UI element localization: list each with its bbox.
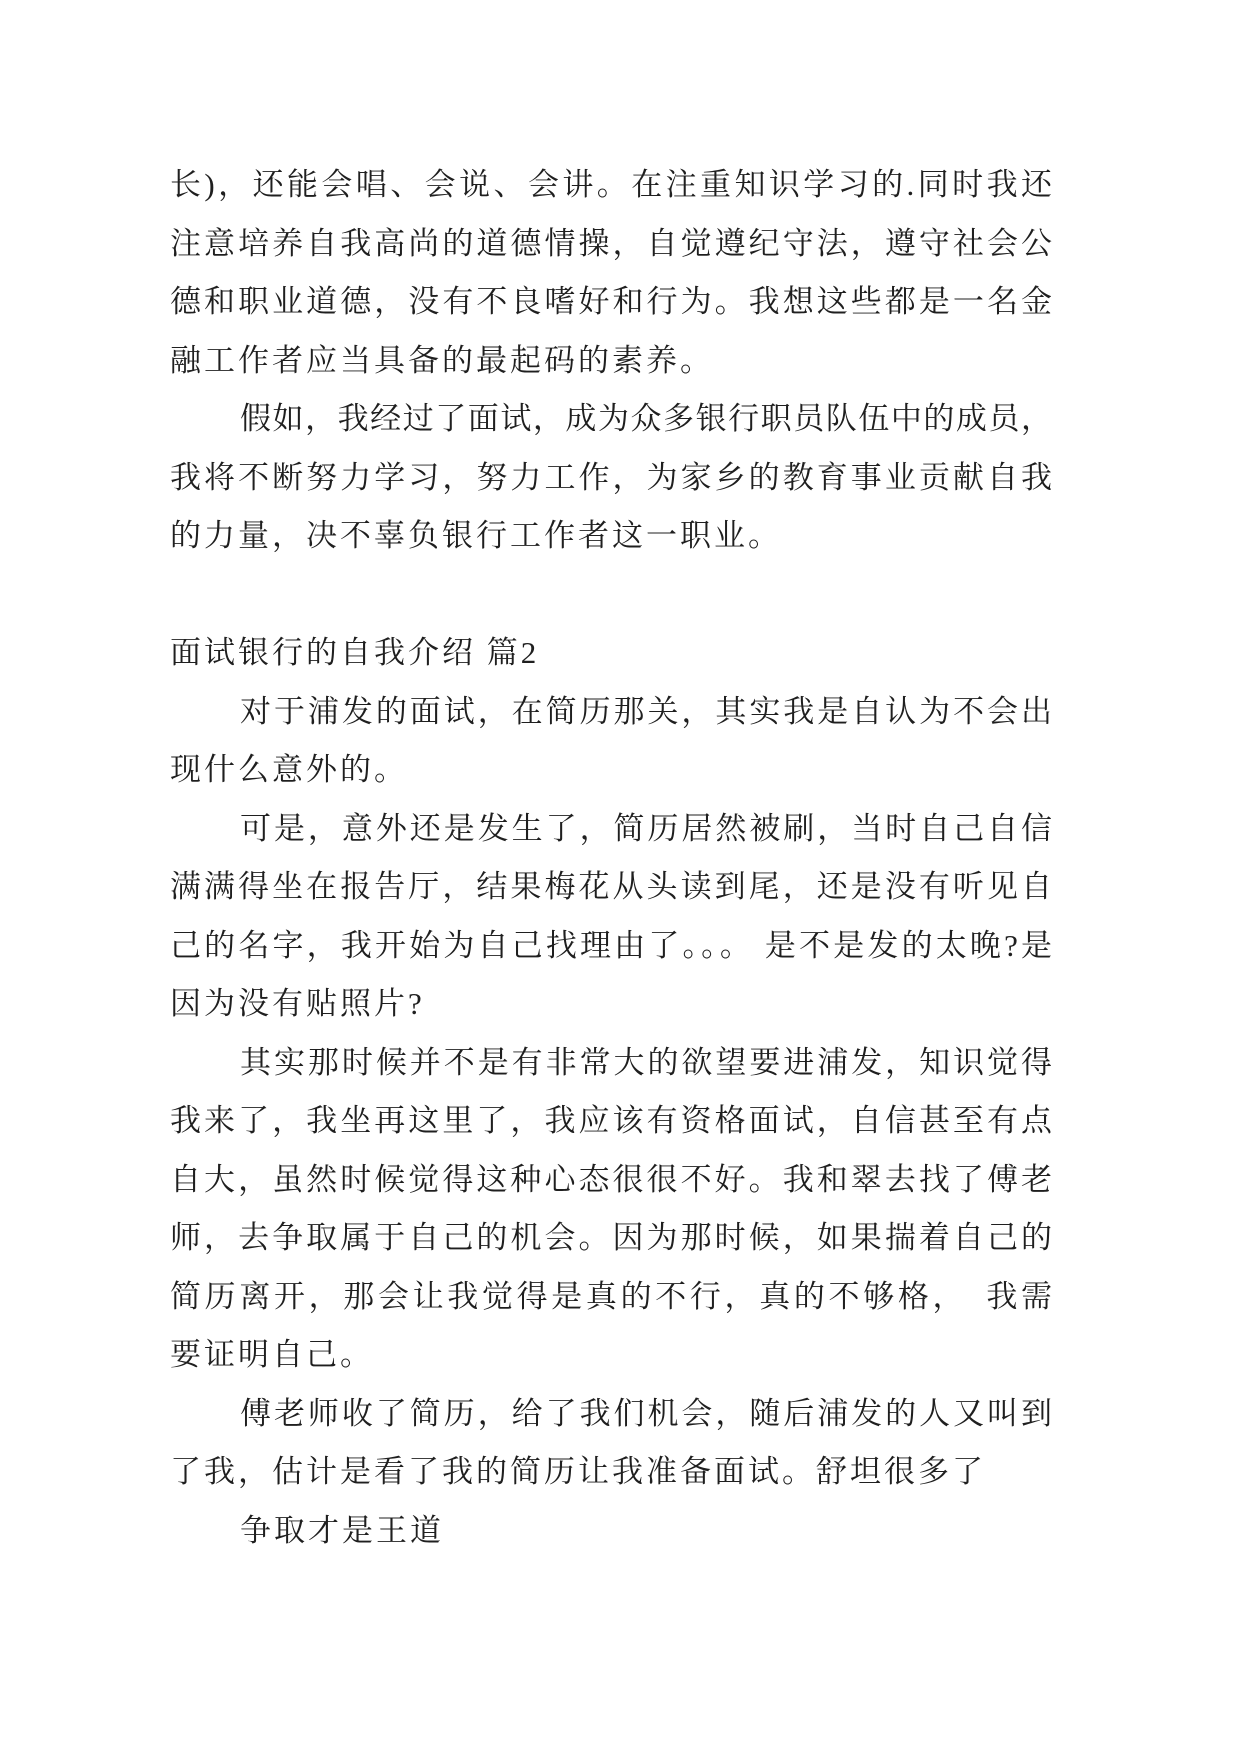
text-line: 因为没有贴照片? [170,986,425,1021]
text-line: 注意培养自我高尚的道德情操，自觉遵纪守法，遵守社会公 [170,225,1052,261]
text-line: 其实那时候并不是有非常大的欲望要进浦发，知识觉得 [240,1044,1052,1080]
text-line: 傅老师收了简历，给了我们机会，随后浦发的人又叫到 [240,1395,1052,1431]
text-line: 现什么意外的。 [170,752,408,787]
text-line: 师，去争取属于自己的机会。因为那时候，如果揣着自己的 [170,1220,1052,1255]
text-line: 自大，虽然时候觉得这种心态很很不好。我和翠去找了傅老 [170,1161,1052,1197]
text-line: 简历离开，那会让我觉得是真的不行，真的不够格， 我需 [170,1278,1052,1314]
text-line: 对于浦发的面试，在简历那关，其实我是自认为不会出 [240,693,1052,729]
text-line: 德和职业道德，没有不良嗜好和行为。我想这些都是一名金 [170,284,1052,319]
text-line: 假如，我经过了面试，成为众多银行职员队伍中的成员， [240,401,1052,436]
text-line: 己的名字，我开始为自己找理由了。。。 是不是发的太晚?是 [170,927,1052,963]
text-line: 长)，还能会唱、会说、会讲。在注重知识学习的.同时我还 [170,167,1052,202]
text-line: 我来了，我坐再这里了，我应该有资格面试，自信甚至有点 [170,1103,1052,1138]
blank-line [170,566,1052,625]
text-line: 满满得坐在报告厅，结果梅花从头读到尾，还是没有听见自 [170,869,1052,904]
document-text-area [170,156,1052,1560]
text-line: 我将不断努力学习，努力工作，为家乡的教育事业贡献自我 [170,459,1052,495]
text-line: 可是，意外还是发生了，简历居然被刷，当时自己自信 [240,810,1052,846]
text-line: 要证明自己。 [170,1337,374,1372]
text-line: 了我，估计是看了我的简历让我准备面试。舒坦很多了 [170,1454,986,1489]
text-line: 融工作者应当具备的最起码的素养。 [170,342,714,378]
text-line: 的力量，决不辜负银行工作者这一职业。 [170,518,782,553]
section-heading: 面试银行的自我介绍 篇2 [170,635,540,670]
text-line: 争取才是王道 [240,1512,444,1548]
